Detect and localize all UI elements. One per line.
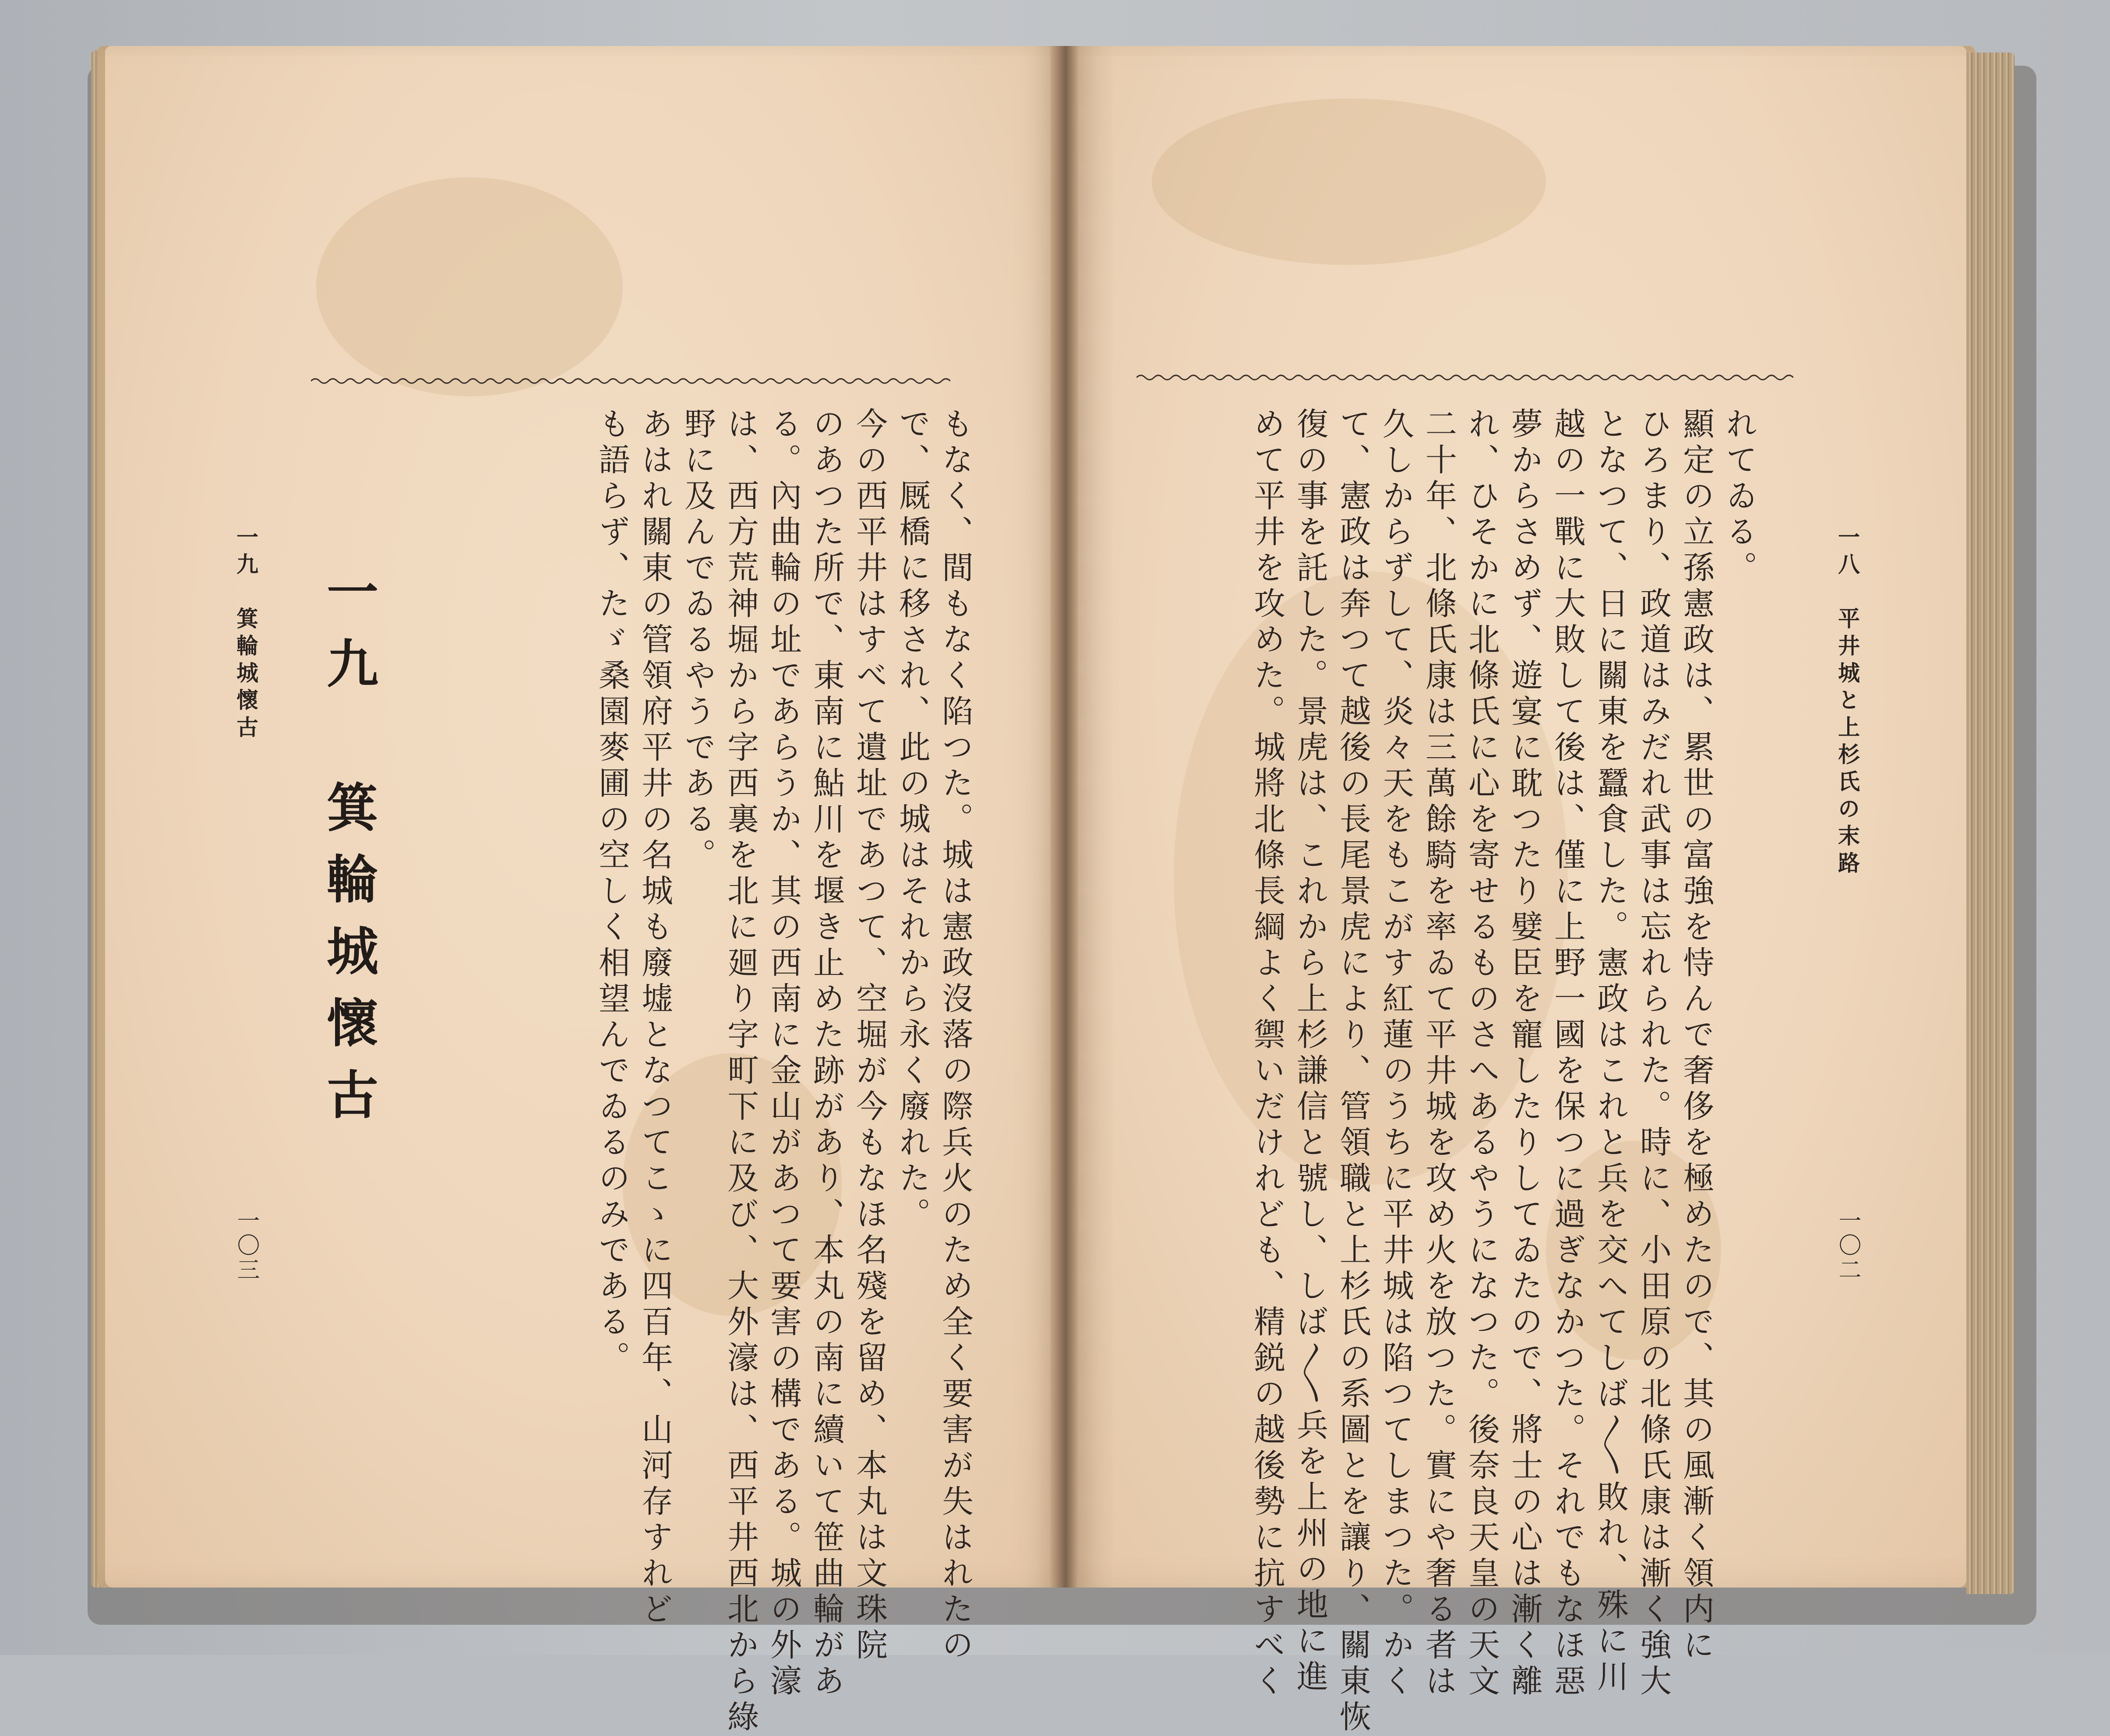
text-line: のあつた所で、東南に鮎川を堰き止めた跡があり、本丸の南に續いて笹曲輪があ: [808, 407, 845, 1700]
right-wavy-rule: [1136, 372, 1793, 383]
left-page-number: 一〇三: [233, 1209, 259, 1282]
text-line: も語らず、たゞ桑園麥圃の空しく相望んでゐるのみである。: [593, 407, 630, 1377]
text-line: れてゐる。: [1721, 407, 1757, 587]
text-line: 野に及んでゐるやうである。: [679, 407, 716, 874]
right-page-number: 一〇二: [1835, 1209, 1861, 1282]
chapter-heading: 一九 箕輪城懷古: [318, 565, 379, 1140]
text-line: る。內曲輪の址であらうか、其の西南に金山があつて要害の構である。城の外濠: [765, 407, 802, 1700]
right-page-edges: [1966, 53, 2015, 1594]
text-line: は、西方荒神堀から字西裏を北に廻り字町下に及び、大外濠は、西平井西北から綠: [722, 407, 759, 1736]
paper-stain: [1152, 99, 1546, 265]
left-page-body: [460, 407, 977, 1736]
text-line: れ、ひそかに北條氏に心を寄せるものさへあるやうになつた。後奈良天皇の天文: [1463, 407, 1500, 1700]
text-line: 顯定の立孫憲政は、累世の富強を恃んで奢侈を極めたので、其の風漸く領内に: [1678, 407, 1715, 1664]
text-line: となつて、日に關東を蠶食した。憲政はこれと兵を交へてしば〳〵敗れ、殊に川: [1592, 407, 1629, 1696]
right-page-body: [1086, 407, 1761, 1736]
right-running-header: 一八 平井城と上杉氏の末路: [1835, 526, 1860, 879]
text-line: あはれ關東の管領府平井の名城も廢墟となつてこゝに四百年、山河存すれど: [636, 407, 673, 1628]
text-line: て、憲政は奔つて越後の長尾景虎により、管領職と上杉氏の系圖とを讓り、關東恢: [1334, 407, 1371, 1736]
paper-stain: [316, 177, 623, 396]
text-line: で、厩橋に移され、此の城はそれから永く廢れた。: [894, 407, 931, 1233]
text-line: 夢からさめず、遊宴に耽つたり嬖臣を寵したりしてゐたので、將士の心は漸く離: [1506, 407, 1543, 1700]
text-line: 復の事を託した。景虎は、これから上杉謙信と號し、しば〳〵兵を上州の地に進: [1291, 407, 1328, 1696]
left-wavy-rule: [311, 376, 950, 386]
text-line: 越の一戰に大敗して後は、僅に上野一國を保つに過ぎなかつた。それでもなほ惡: [1549, 407, 1586, 1700]
book-gutter: [1050, 46, 1078, 1588]
text-line: もなく、間もなく陷つた。城は憲政沒落の際兵火のため全く要害が失はれたの: [937, 407, 974, 1664]
text-line: 今の西平井はすべて遺址であつて、空堀が今もなほ名殘を留め、本丸は文珠院: [851, 407, 888, 1664]
text-line: めて平井を攻めた。城將北條長綱よく禦いだけれども、精鋭の越後勢に抗すべく: [1249, 407, 1285, 1700]
left-running-header: 一九 箕輪城懷古: [233, 526, 259, 743]
text-line: 久しからずして、炎々天をもこがす紅蓮のうちに平井城は陷つてしまつた。かく: [1377, 407, 1414, 1700]
text-line: 二十年、北條氏康は三萬餘騎を率ゐて平井城を攻め火を放つた。實にや奢る者は: [1420, 407, 1457, 1700]
text-line: ひろまり、政道はみだれ武事は忘れられた。時に、小田原の北條氏康は漸く強大: [1635, 407, 1672, 1700]
